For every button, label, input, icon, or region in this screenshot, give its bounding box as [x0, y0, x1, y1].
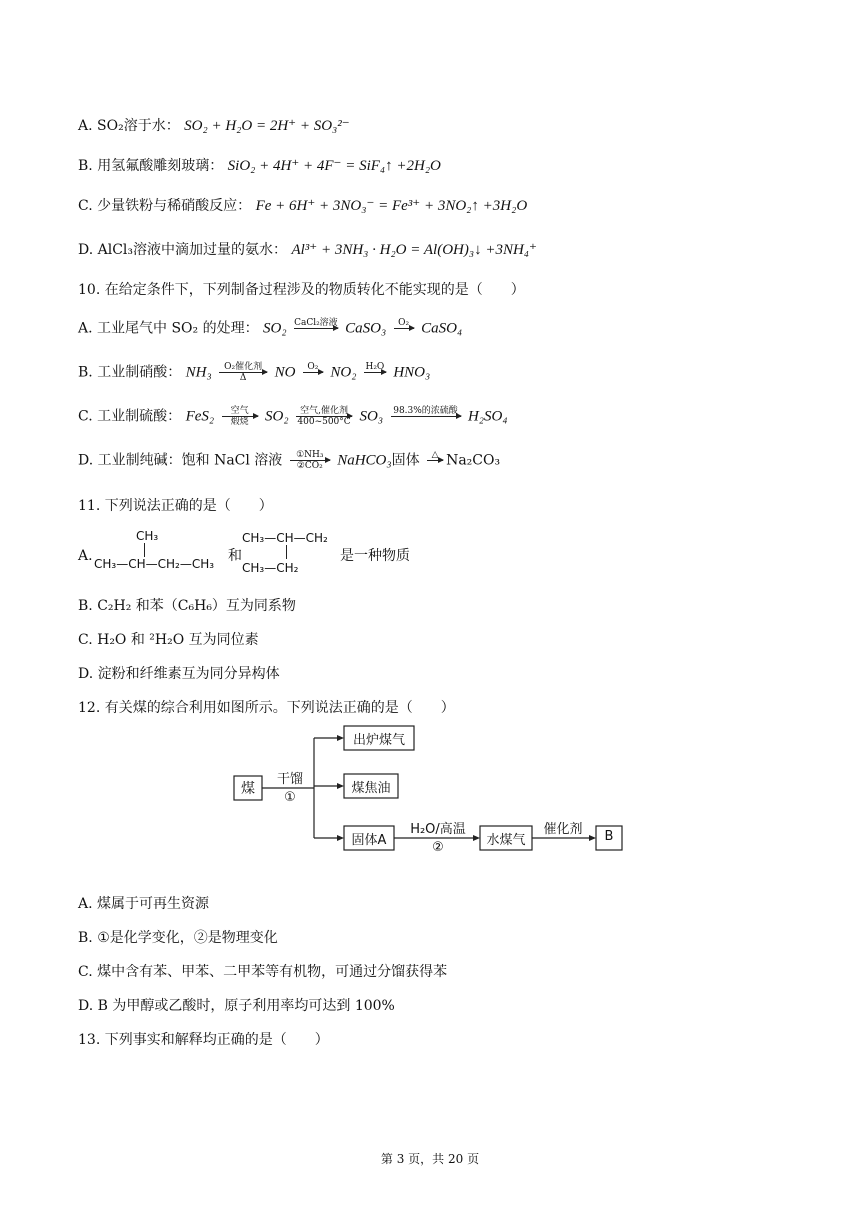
- q10-c-species-1: FeS₂: [185, 408, 215, 425]
- q11-a-prefix: A.: [78, 548, 93, 564]
- arrow-condition: △: [431, 450, 439, 460]
- box-coal-tar: 煤焦油: [351, 781, 391, 796]
- q10-d-species-3: Na₂CO₃: [446, 452, 501, 469]
- arrow-condition: 400~500°C: [297, 417, 351, 427]
- arrow-condition: O₂: [398, 318, 410, 328]
- q10-c-arrow-2: [296, 406, 352, 427]
- q9-option-b: [78, 156, 441, 176]
- q10-option-b: [78, 362, 430, 383]
- q10-d-arrow-2: [427, 450, 443, 471]
- q10-b-label: B. 工业制硝酸：: [78, 364, 182, 381]
- q10-a-species-3: CaSO₄: [421, 320, 463, 337]
- box-solid-a: 固体A: [351, 833, 387, 848]
- q10-c-species-4: H₂SO₄: [467, 408, 508, 425]
- q10-d-species-2: NaHCO₃: [337, 452, 392, 469]
- q9-option-c: [78, 196, 527, 216]
- q9-d-equation: Al³⁺ + 3NH₃ · H₂O = Al(OH)₃↓ +3NH₄⁺: [291, 242, 537, 258]
- q10-b-species-4: HNO₃: [393, 364, 431, 381]
- box-coke-oven-gas: 出炉煤气: [352, 733, 405, 748]
- q10-d-solid-label: 固体: [391, 452, 420, 469]
- q10-b-arrow-2: [303, 362, 323, 383]
- q11-option-d: D. 淀粉和纤维素互为同分异构体: [78, 666, 280, 682]
- q10-b-species-3: NO₂: [330, 364, 357, 381]
- arrow-condition: 98.3%的浓硫酸: [393, 406, 458, 416]
- label-catalyst: 催化剂: [543, 822, 583, 837]
- arrow-condition: H₂O: [365, 362, 385, 372]
- structure-1-bond: [144, 543, 145, 557]
- arrow-condition: CaCl₂溶液: [294, 318, 338, 328]
- structure-1-main: CH₃—CH—CH₂—CH₃: [94, 557, 215, 571]
- q10-stem: 10. 在给定条件下，下列制备过程涉及的物质转化不能实现的是（ ）: [78, 282, 525, 298]
- q9-c-equation: Fe + 6H⁺ + 3NO₃⁻ = Fe³⁺ + 3NO₂↑ +3H₂O: [255, 198, 528, 214]
- label-dry-distillation: 干馏: [276, 772, 303, 787]
- q9-a-equation: SO₂ + H₂O = 2H⁺ + SO₃²⁻: [184, 118, 350, 134]
- q10-a-arrow-2: [394, 318, 414, 339]
- q10-d-label: D. 工业制纯碱：饱和 NaCl 溶液: [78, 452, 283, 469]
- q10-a-label: A. 工业尾气中 SO₂ 的处理：: [78, 320, 259, 337]
- q12-option-a: A. 煤属于可再生资源: [78, 896, 210, 912]
- q12-option-b: B. ①是化学变化，②是物理变化: [78, 930, 278, 946]
- q10-b-species-2: NO: [274, 364, 296, 381]
- q10-a-species-2: CaSO₃: [345, 320, 387, 337]
- box-product-b: B: [604, 829, 614, 844]
- box-water-gas: 水煤气: [486, 833, 526, 848]
- arrow-condition: 空气: [230, 406, 249, 416]
- label-step-2: ②: [432, 840, 444, 855]
- label-step-1: ①: [284, 790, 296, 805]
- q10-c-arrow-3: [391, 406, 461, 427]
- q9-c-label: C. 少量铁粉与稀硝酸反应：: [78, 198, 252, 214]
- structure-2-top: CH₃—CH—CH₂: [242, 531, 328, 545]
- q9-b-equation: SiO₂ + 4H⁺ + 4F⁻ = SiF₄↑ +2H₂O: [227, 158, 441, 174]
- q12-option-c: C. 煤中含有苯、甲苯、二甲苯等有机物，可通过分馏获得苯: [78, 964, 448, 980]
- q10-option-c: [78, 406, 508, 427]
- q10-option-a: [78, 318, 462, 339]
- q12-stem: 12. 有关煤的综合利用如图所示。下列说法正确的是（ ）: [78, 700, 455, 716]
- arrow-condition: O₂: [307, 362, 319, 372]
- q9-b-label: B. 用氢氟酸雕刻玻璃：: [78, 158, 224, 174]
- q13-stem: 13. 下列事实和解释均正确的是（ ）: [78, 1032, 329, 1048]
- q10-a-species-1: SO₂: [263, 320, 287, 337]
- structure-2-bottom: CH₃—CH₂: [242, 561, 299, 575]
- q10-option-d: [78, 450, 500, 471]
- q11-option-c: C. H₂O 和 ²H₂O 互为同位素: [78, 632, 259, 648]
- box-coal: 煤: [241, 781, 255, 797]
- label-water-high-temp: H₂O/高温: [410, 822, 466, 837]
- arrow-condition: Δ: [239, 373, 247, 383]
- arrow-condition: O₂催化剂: [224, 362, 263, 372]
- q9-d-label: D. AlCl₃溶液中滴加过量的氨水：: [78, 242, 288, 258]
- q10-c-species-2: SO₂: [265, 408, 289, 425]
- coal-utilization-diagram: [230, 720, 630, 860]
- q9-option-a: [78, 116, 350, 136]
- q11-stem: 11. 下列说法正确的是（ ）: [78, 498, 273, 514]
- q11-a-suffix: 是一种物质: [340, 548, 410, 564]
- structure-1-top: CH₃: [136, 529, 159, 543]
- q9-option-d: [78, 240, 537, 260]
- q10-d-arrow-1: [290, 450, 330, 471]
- arrow-condition: 空气,催化剂: [300, 406, 348, 416]
- q10-c-species-3: SO₃: [359, 408, 384, 425]
- page-footer: 第 3 页，共 20 页: [380, 1152, 480, 1166]
- q9-a-label: A. SO₂溶于水：: [78, 118, 180, 134]
- arrow-condition: ②CO₂: [296, 461, 323, 471]
- arrow-condition: 煅烧: [230, 417, 249, 427]
- q11-option-b: B. C₂H₂ 和苯（C₆H₆）互为同系物: [78, 598, 296, 614]
- arrow-condition: ①NH₃: [296, 450, 324, 460]
- q10-a-arrow-1: [294, 318, 338, 339]
- q11-a-and: 和: [228, 548, 242, 564]
- structure-2-bond: [286, 545, 287, 559]
- q10-c-arrow-1: [222, 406, 258, 427]
- q10-b-arrow-3: [364, 362, 386, 383]
- q10-b-arrow-1: [219, 362, 267, 383]
- q12-option-d: D. B 为甲醇或乙酸时，原子利用率均可达到 100%: [78, 998, 395, 1014]
- q10-c-label: C. 工业制硫酸：: [78, 408, 182, 425]
- q10-b-species-1: NH₃: [185, 364, 212, 381]
